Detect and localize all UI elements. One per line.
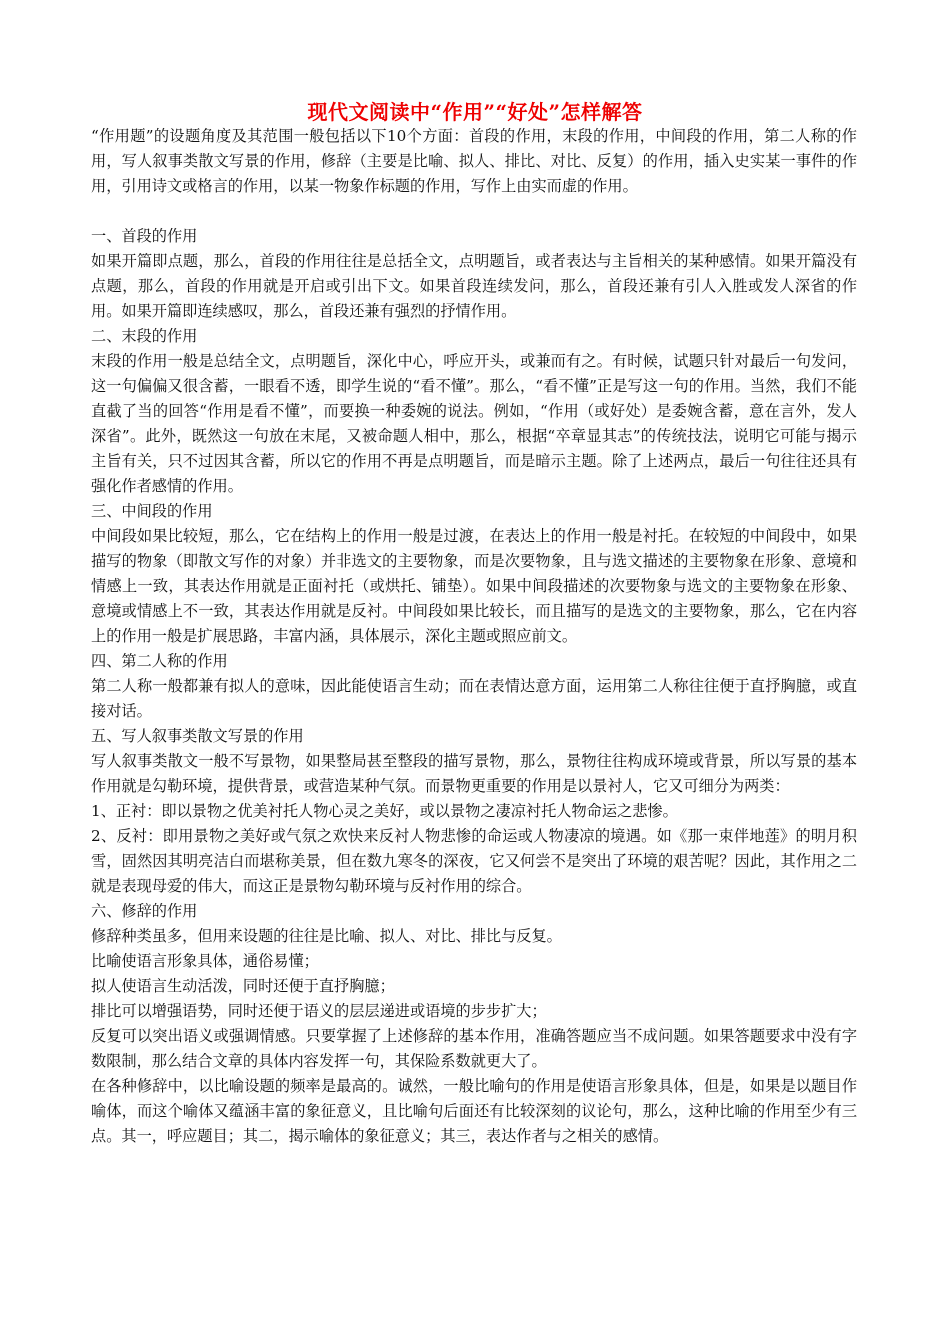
intro-paragraph: “作用题”的设题角度及其范围一般包括以下10个方面：首段的作用，末段的作用，中间段的作用，第二人称的作用，写人叙事类散文写景的作用，修辞（主要是比喻、拟人、排比、对比、反复）的作用，插入史实某一事件的作用，引用诗文或格言的作用，以某一物象作标题的作用，写作上由实而虚的作用。 — [91, 127, 857, 195]
blank-line — [91, 199, 857, 224]
body-paragraph: 在各种修辞中，以比喻设题的频率是最高的。诚然，一般比喻句的作用是使语言形象具体，但是，如果是以题目作喻体，而这个喻体又蕴涵丰富的象征意义，且比喻句后面还有比较深刻的议论句，那么，这种比喻的作用至少有三点。其一，呼应题目；其二，揭示喻体的象征意义；其三，表达作者与之相关的感情。 — [91, 1077, 857, 1145]
document-title: 现代文阅读中“作用”“好处”怎样解答 — [307, 100, 643, 124]
body-paragraph: 2、反衬：即用景物之美好或气氛之欢快来反衬人物悲惨的命运或人物凄凉的境遇。如《那一束伴地莲》的明月积雪，固然因其明亮洁白而堪称美景，但在数九寒冬的深夜，它又何尝不是突出了环境的艰苦呢？因此，其作用之二就是表现母爱的伟大，而这正是景物勾勒环境与反衬作用的综合。 — [91, 827, 857, 895]
section-heading: 六、修辞的作用 — [91, 902, 198, 920]
body-paragraph: 如果开篇即点题，那么，首段的作用往往是总括全文，点明题旨，或者表达与主旨相关的某种感情。如果开篇没有点题，那么，首段的作用就是开启或引出下文。如果首段连续发问，那么，首段还兼有引人入胜或发人深省的作用。如果开篇即连续感叹，那么，首段还兼有强烈的抒情作用。 — [91, 252, 857, 320]
body-paragraph: 比喻使语言形象具体，通俗易懂； — [91, 952, 319, 970]
section-heading: 三、中间段的作用 — [91, 502, 213, 520]
body-paragraph: 排比可以增强语势，同时还便于语义的层层递进或语境的步步扩大； — [91, 1002, 547, 1020]
section-heading: 二、末段的作用 — [91, 327, 198, 345]
body-paragraph: 1、正衬：即以景物之优美衬托人物心灵之美好，或以景物之凄凉衬托人物命运之悲惨。 — [91, 802, 678, 820]
document-body — [91, 124, 857, 1149]
body-paragraph: 拟人使语言生动活泼，同时还便于直抒胸臆； — [91, 977, 395, 995]
body-paragraph: 末段的作用一般是总结全文，点明题旨，深化中心，呼应开头，或兼而有之。有时候，试题只针对最后一句发问，这一句偏偏又很含蓄，一眼看不透，即学生说的“看不懂”。那么，“看不懂”正是写这一句的作用。当然，我们不能直截了当的回答“作用是看不懂”，而要换一种委婉的说法。例如，“作用（或好处）是委婉含蓄，意在言外，发人深省”。此外，既然这一句放在末尾，又被命题人相中，那么，根据“卒章显其志”的传统技法，说明它可能与揭示主旨有关，只不过因其含蓄，所以它的作用不再是点明题旨，而是暗示主题。除了上述两点，最后一句往往还具有强化作者感情的作用。 — [91, 352, 857, 495]
body-paragraph: 写人叙事类散文一般不写景物，如果整局甚至整段的描写景物，那么，景物往往构成环境或背景，所以写景的基本作用就是勾勒环境，提供背景，或营造某种气氛。而景物更重要的作用是以景衬人，它又可细分为两类： — [91, 752, 857, 795]
body-paragraph: 第二人称一般都兼有拟人的意味，因此能使语言生动；而在表情达意方面，运用第二人称往往便于直抒胸臆，或直接对话。 — [91, 677, 857, 720]
section-heading: 一、首段的作用 — [91, 227, 198, 245]
section-heading: 四、第二人称的作用 — [91, 652, 228, 670]
body-paragraph: 中间段如果比较短，那么，它在结构上的作用一般是过渡，在表达上的作用一般是衬托。在较短的中间段中，如果描写的物象（即散文写作的对象）并非选文的主要物象，而是次要物象，且与选文描述的主要物象在形象、意境和情感上一致，其表达作用就是正面衬托（或烘托、铺垫）。如果中间段描述的次要物象与选文的主要物象在形象、意境或情感上不一致，其表达作用就是反衬。中间段如果比较长，而且描写的是选文的主要物象，那么，它在内容上的作用一般是扩展思路，丰富内涵，具体展示，深化主题或照应前文。 — [91, 527, 857, 645]
section-heading: 五、写人叙事类散文写景的作用 — [91, 727, 304, 745]
body-paragraph: 反复可以突出语义或强调情感。只要掌握了上述修辞的基本作用，准确答题应当不成问题。如果答题要求中没有字数限制，那么结合文章的具体内容发挥一句，其保险系数就更大了。 — [91, 1027, 857, 1070]
body-paragraph: 修辞种类虽多，但用来设题的往往是比喻、拟人、对比、排比与反复。 — [91, 927, 562, 945]
